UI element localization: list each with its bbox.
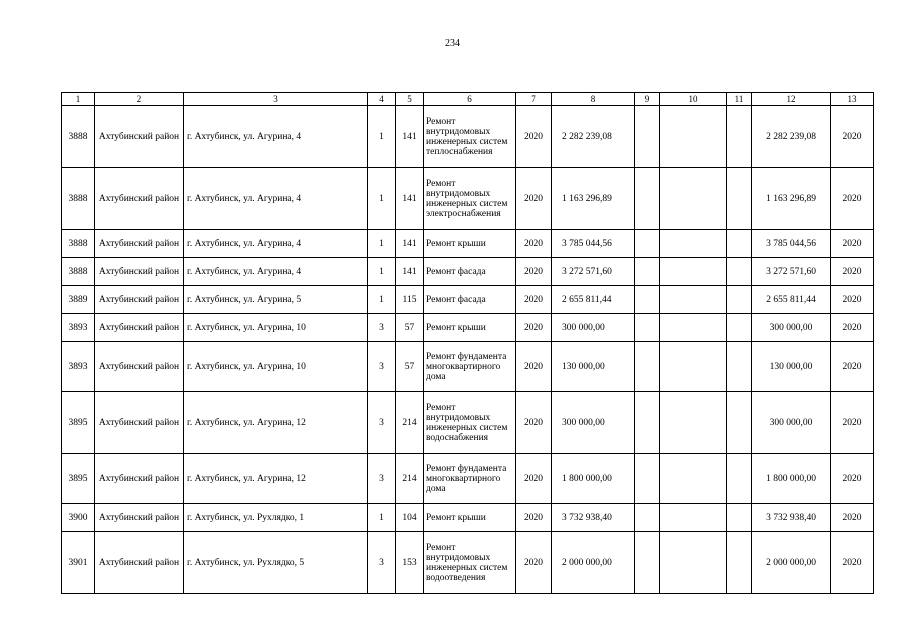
column-10-cell (660, 532, 727, 594)
cost-cell: 2 282 239,08 (552, 106, 635, 168)
total-cell: 2 000 000,00 (752, 532, 831, 594)
completion-year-cell: 2020 (831, 532, 874, 594)
cost-cell: 2 655 811,44 (552, 286, 635, 314)
column-5-cell: 141 (396, 230, 424, 258)
row-id-cell: 3895 (62, 392, 95, 454)
row-id-cell: 3889 (62, 286, 95, 314)
column-11-cell (727, 504, 752, 532)
row-id-cell: 3888 (62, 168, 95, 230)
address-cell: г. Ахтубинск, ул. Агурина, 4 (184, 230, 368, 258)
total-cell: 3 732 938,40 (752, 504, 831, 532)
address-cell: г. Ахтубинск, ул. Агурина, 10 (184, 342, 368, 392)
column-11-cell (727, 168, 752, 230)
total-cell: 2 282 239,08 (752, 106, 831, 168)
district-cell: Ахтубинский район (95, 454, 184, 504)
year-cell: 2020 (516, 314, 552, 342)
column-9-cell (635, 168, 660, 230)
work-type-cell: Ремонт внутридомовых инженерных систем водоснабжения (424, 392, 516, 454)
cost-cell: 3 732 938,40 (552, 504, 635, 532)
cost-cell: 300 000,00 (552, 392, 635, 454)
table-row (62, 342, 874, 392)
address-cell: г. Ахтубинск, ул. Рухлядко, 5 (184, 532, 368, 594)
column-11-cell (727, 230, 752, 258)
completion-year-cell: 2020 (831, 314, 874, 342)
work-type-cell: Ремонт внутридомовых инженерных систем водоотведения (424, 532, 516, 594)
column-number: 13 (831, 93, 874, 106)
column-number: 11 (727, 93, 752, 106)
column-10-cell (660, 106, 727, 168)
year-cell: 2020 (516, 230, 552, 258)
column-11-cell (727, 314, 752, 342)
table-row (62, 258, 874, 286)
completion-year-cell: 2020 (831, 230, 874, 258)
year-cell: 2020 (516, 454, 552, 504)
column-9-cell (635, 286, 660, 314)
table-row (62, 168, 874, 230)
column-5-cell: 141 (396, 258, 424, 286)
column-10-cell (660, 286, 727, 314)
completion-year-cell: 2020 (831, 106, 874, 168)
column-5-cell: 115 (396, 286, 424, 314)
column-9-cell (635, 392, 660, 454)
column-10-cell (660, 392, 727, 454)
district-cell: Ахтубинский район (95, 258, 184, 286)
total-cell: 3 785 044,56 (752, 230, 831, 258)
row-id-cell: 3895 (62, 454, 95, 504)
year-cell: 2020 (516, 258, 552, 286)
column-number-row (62, 93, 874, 106)
total-cell: 2 655 811,44 (752, 286, 831, 314)
total-cell: 1 800 000,00 (752, 454, 831, 504)
column-number: 5 (396, 93, 424, 106)
district-cell: Ахтубинский район (95, 314, 184, 342)
row-id-cell: 3888 (62, 106, 95, 168)
address-cell: г. Ахтубинск, ул. Рухлядко, 1 (184, 504, 368, 532)
column-9-cell (635, 532, 660, 594)
page-number: 234 (445, 38, 460, 49)
column-11-cell (727, 392, 752, 454)
cost-cell: 130 000,00 (552, 342, 635, 392)
column-11-cell (727, 532, 752, 594)
column-5-cell: 141 (396, 168, 424, 230)
column-9-cell (635, 504, 660, 532)
total-cell: 3 272 571,60 (752, 258, 831, 286)
column-4-cell: 3 (368, 532, 396, 594)
work-type-cell: Ремонт фундамента многоквартирного дома (424, 454, 516, 504)
cost-cell: 2 000 000,00 (552, 532, 635, 594)
column-10-cell (660, 342, 727, 392)
completion-year-cell: 2020 (831, 286, 874, 314)
column-number: 6 (424, 93, 516, 106)
work-type-cell: Ремонт внутридомовых инженерных систем электроснабжения (424, 168, 516, 230)
column-5-cell: 104 (396, 504, 424, 532)
district-cell: Ахтубинский район (95, 106, 184, 168)
column-11-cell (727, 454, 752, 504)
column-number: 1 (62, 93, 95, 106)
district-cell: Ахтубинский район (95, 230, 184, 258)
column-9-cell (635, 106, 660, 168)
address-cell: г. Ахтубинск, ул. Агурина, 4 (184, 258, 368, 286)
cost-cell: 3 785 044,56 (552, 230, 635, 258)
column-4-cell: 1 (368, 106, 396, 168)
column-4-cell: 1 (368, 504, 396, 532)
year-cell: 2020 (516, 168, 552, 230)
column-10-cell (660, 258, 727, 286)
work-type-cell: Ремонт крыши (424, 504, 516, 532)
column-number: 4 (368, 93, 396, 106)
column-number: 12 (752, 93, 831, 106)
work-type-cell: Ремонт крыши (424, 230, 516, 258)
year-cell: 2020 (516, 392, 552, 454)
year-cell: 2020 (516, 286, 552, 314)
column-4-cell: 1 (368, 230, 396, 258)
completion-year-cell: 2020 (831, 392, 874, 454)
cost-cell: 1 163 296,89 (552, 168, 635, 230)
year-cell: 2020 (516, 532, 552, 594)
total-cell: 300 000,00 (752, 314, 831, 342)
district-cell: Ахтубинский район (95, 532, 184, 594)
work-type-cell: Ремонт фасада (424, 258, 516, 286)
table-row (62, 314, 874, 342)
column-4-cell: 1 (368, 258, 396, 286)
completion-year-cell: 2020 (831, 168, 874, 230)
year-cell: 2020 (516, 504, 552, 532)
table-row (62, 454, 874, 504)
address-cell: г. Ахтубинск, ул. Агурина, 10 (184, 314, 368, 342)
cost-cell: 1 800 000,00 (552, 454, 635, 504)
column-10-cell (660, 454, 727, 504)
table-row (62, 532, 874, 594)
column-4-cell: 1 (368, 168, 396, 230)
column-4-cell: 3 (368, 314, 396, 342)
address-cell: г. Ахтубинск, ул. Агурина, 5 (184, 286, 368, 314)
row-id-cell: 3900 (62, 504, 95, 532)
column-5-cell: 153 (396, 532, 424, 594)
column-4-cell: 3 (368, 342, 396, 392)
capital-repair-table (61, 92, 874, 594)
column-number: 10 (660, 93, 727, 106)
total-cell: 1 163 296,89 (752, 168, 831, 230)
column-4-cell: 3 (368, 454, 396, 504)
completion-year-cell: 2020 (831, 342, 874, 392)
column-9-cell (635, 258, 660, 286)
cost-cell: 3 272 571,60 (552, 258, 635, 286)
table-row (62, 392, 874, 454)
row-id-cell: 3888 (62, 230, 95, 258)
completion-year-cell: 2020 (831, 454, 874, 504)
address-cell: г. Ахтубинск, ул. Агурина, 12 (184, 454, 368, 504)
column-5-cell: 141 (396, 106, 424, 168)
column-5-cell: 214 (396, 454, 424, 504)
district-cell: Ахтубинский район (95, 286, 184, 314)
column-10-cell (660, 168, 727, 230)
column-number: 3 (184, 93, 368, 106)
completion-year-cell: 2020 (831, 504, 874, 532)
column-5-cell: 57 (396, 342, 424, 392)
table-row (62, 106, 874, 168)
year-cell: 2020 (516, 342, 552, 392)
address-cell: г. Ахтубинск, ул. Агурина, 12 (184, 392, 368, 454)
column-9-cell (635, 454, 660, 504)
column-9-cell (635, 342, 660, 392)
column-10-cell (660, 314, 727, 342)
row-id-cell: 3888 (62, 258, 95, 286)
table-row (62, 286, 874, 314)
table-row (62, 504, 874, 532)
column-11-cell (727, 286, 752, 314)
district-cell: Ахтубинский район (95, 392, 184, 454)
column-4-cell: 1 (368, 286, 396, 314)
column-9-cell (635, 230, 660, 258)
work-type-cell: Ремонт фундамента многоквартирного дома (424, 342, 516, 392)
column-11-cell (727, 342, 752, 392)
total-cell: 130 000,00 (752, 342, 831, 392)
district-cell: Ахтубинский район (95, 342, 184, 392)
total-cell: 300 000,00 (752, 392, 831, 454)
column-11-cell (727, 106, 752, 168)
column-4-cell: 3 (368, 392, 396, 454)
year-cell: 2020 (516, 106, 552, 168)
address-cell: г. Ахтубинск, ул. Агурина, 4 (184, 168, 368, 230)
column-number: 2 (95, 93, 184, 106)
column-9-cell (635, 314, 660, 342)
column-10-cell (660, 504, 727, 532)
table-row (62, 230, 874, 258)
cost-cell: 300 000,00 (552, 314, 635, 342)
column-number: 8 (552, 93, 635, 106)
work-type-cell: Ремонт внутридомовых инженерных систем теплоснабжения (424, 106, 516, 168)
column-5-cell: 214 (396, 392, 424, 454)
column-11-cell (727, 258, 752, 286)
column-number: 9 (635, 93, 660, 106)
column-5-cell: 57 (396, 314, 424, 342)
column-10-cell (660, 230, 727, 258)
address-cell: г. Ахтубинск, ул. Агурина, 4 (184, 106, 368, 168)
row-id-cell: 3893 (62, 342, 95, 392)
work-type-cell: Ремонт фасада (424, 286, 516, 314)
column-number: 7 (516, 93, 552, 106)
work-type-cell: Ремонт крыши (424, 314, 516, 342)
district-cell: Ахтубинский район (95, 504, 184, 532)
district-cell: Ахтубинский район (95, 168, 184, 230)
row-id-cell: 3901 (62, 532, 95, 594)
row-id-cell: 3893 (62, 314, 95, 342)
completion-year-cell: 2020 (831, 258, 874, 286)
